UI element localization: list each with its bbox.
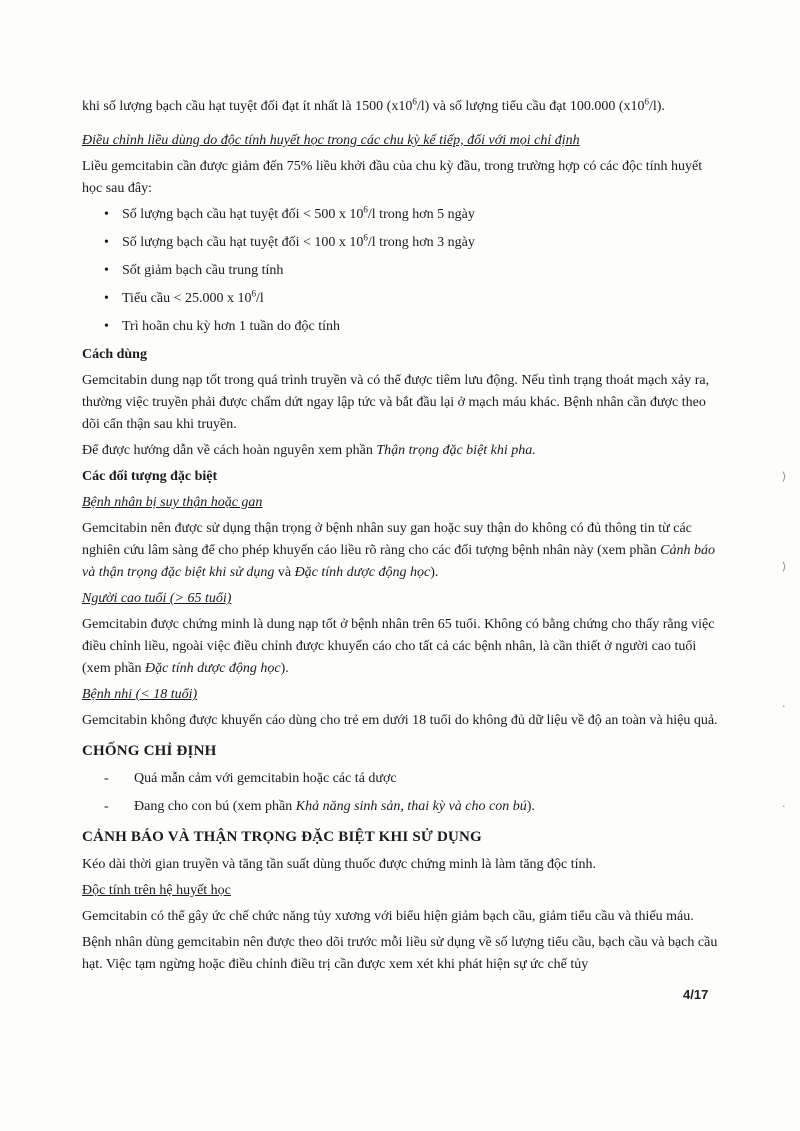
contraindications-list — [82, 768, 722, 818]
list-item: - Đang cho con bú (xem phần Khả năng sinh sản, thai kỳ và cho con bú). — [104, 796, 722, 818]
dose-adjust-heading: Điều chỉnh liều dùng do độc tính huyết học trong các chu kỳ kế tiếp, đối với mọi chỉ định — [82, 133, 580, 148]
elderly-text: Gemcitabin được chứng minh là dung nạp tốt ở bệnh nhân trên 65 tuổi. Không có bằng chứng cho thấy rằng việc điều chỉnh liều, ngoài việc điều chỉnh được khuyến cáo cho tất cả các bệnh nhân, là cần thiết ở người cao tuổi (xem phần Đặc tính dược động học). — [82, 617, 715, 676]
hematology-heading: Độc tính trên hệ huyết học — [82, 883, 231, 898]
edge-scan-mark: ⟩ — [782, 470, 787, 483]
edge-scan-mark: · — [782, 700, 786, 713]
list-item: • Trì hoãn chu kỳ hơn 1 tuần do độc tính — [104, 316, 722, 338]
list-item: • Số lượng bạch cầu hạt tuyệt đối < 100 x $10^6/l$ trong hơn 3 ngày — [104, 232, 722, 254]
edge-scan-mark: · — [782, 800, 786, 813]
pediatric-text: Gemcitabin không được khuyến cáo dùng cho trẻ em dưới 18 tuổi do không đủ dữ liệu về độ an toàn và hiệu quả. — [82, 713, 718, 728]
warnings-text-3: Bệnh nhân dùng gemcitabin nên được theo dõi trước mỗi liều sử dụng về số lượng tiểu cầu, bạch cầu và bạch cầu hạt. Việc tạm ngừng hoặc điều chỉnh điều trị cần được xem xét khi phát hiện sự ức chế tủy — [82, 935, 718, 972]
list-item: • Số lượng bạch cầu hạt tuyệt đối < 500 x $10^6/l$ trong hơn 5 ngày — [104, 204, 722, 226]
contraindications-title: CHỐNG CHỈ ĐỊNH — [82, 743, 217, 759]
intro-sup-2: 6 — [644, 96, 649, 107]
list-item: • Sốt giảm bạch cầu trung tính — [104, 260, 722, 282]
usage-heading: Cách dùng — [82, 347, 147, 362]
usage-reference: Để được hướng dẫn về cách hoàn nguyên xem phần Thận trọng đặc biệt khi pha. — [82, 443, 536, 458]
warnings-title: CẢNH BÁO VÀ THẬN TRỌNG ĐẶC BIỆT KHI SỬ DỤNG — [82, 829, 482, 845]
renal-heading: Bệnh nhân bị suy thận hoặc gan — [82, 495, 263, 510]
page-content — [82, 96, 722, 980]
intro-text-2: /l) và số lượng tiểu cầu đạt 100.000 (x10 — [416, 99, 645, 114]
dose-adjust-text: Liều gemcitabin cần được giảm đến 75% liều khởi đầu của chu kỳ đầu, trong trường hợp có các độc tính huyết học sau đây: — [82, 159, 703, 196]
warnings-text-1: Kéo dài thời gian truyền và tăng tần suất dùng thuốc được chứng minh là làm tăng độc tính. — [82, 857, 597, 872]
page-number: 4/17 — [683, 987, 709, 1002]
intro-line — [82, 96, 722, 118]
intro-text-3: /l). — [648, 99, 665, 114]
usage-reference-link: Thận trọng đặc biệt khi pha. — [376, 443, 536, 458]
list-item: - Quá mẫn cảm với gemcitabin hoặc các tá dược — [104, 768, 722, 790]
intro-sup: 6 — [412, 96, 417, 107]
edge-scan-mark: ⟩ — [782, 560, 787, 573]
dose-adjust-list — [82, 204, 722, 338]
elderly-heading: Người cao tuổi (> 65 tuổi) — [82, 591, 232, 606]
intro-text: khi số lượng bạch cầu hạt tuyệt đối đạt ít nhất là 1500 (x10 — [82, 99, 413, 114]
usage-text: Gemcitabin dung nạp tốt trong quá trình truyền và có thể được tiêm lưu động. Nếu tình trạng thoát mạch xảy ra, thường việc truyền phải được chấm dứt ngay lập tức và bắt đầu lại ở mạch máu khác. Bệnh nhân cần được theo dõi cẩn thận sau khi truyền. — [82, 373, 710, 432]
list-item: • Tiểu cầu < 25.000 x $10^6/l$ — [104, 288, 722, 310]
pediatric-heading: Bệnh nhi (< 18 tuổi) — [82, 687, 198, 702]
warnings-text-2: Gemcitabin có thể gây ức chế chức năng tủy xương với biểu hiện giảm bạch cầu, giảm tiểu cầu và thiếu máu. — [82, 909, 694, 924]
renal-text: Gemcitabin nên được sử dụng thận trọng ở bệnh nhân suy gan hoặc suy thận do không có đủ thông tin từ các nghiên cứu lâm sàng để cho phép khuyến cáo liều rõ ràng cho các đối tượng bệnh nhân này (xem phần Cảnh báo và thận trọng đặc biệt khi sử dụng và Đặc tính dược động học). — [82, 521, 715, 580]
special-heading: Các đối tượng đặc biệt — [82, 469, 218, 484]
